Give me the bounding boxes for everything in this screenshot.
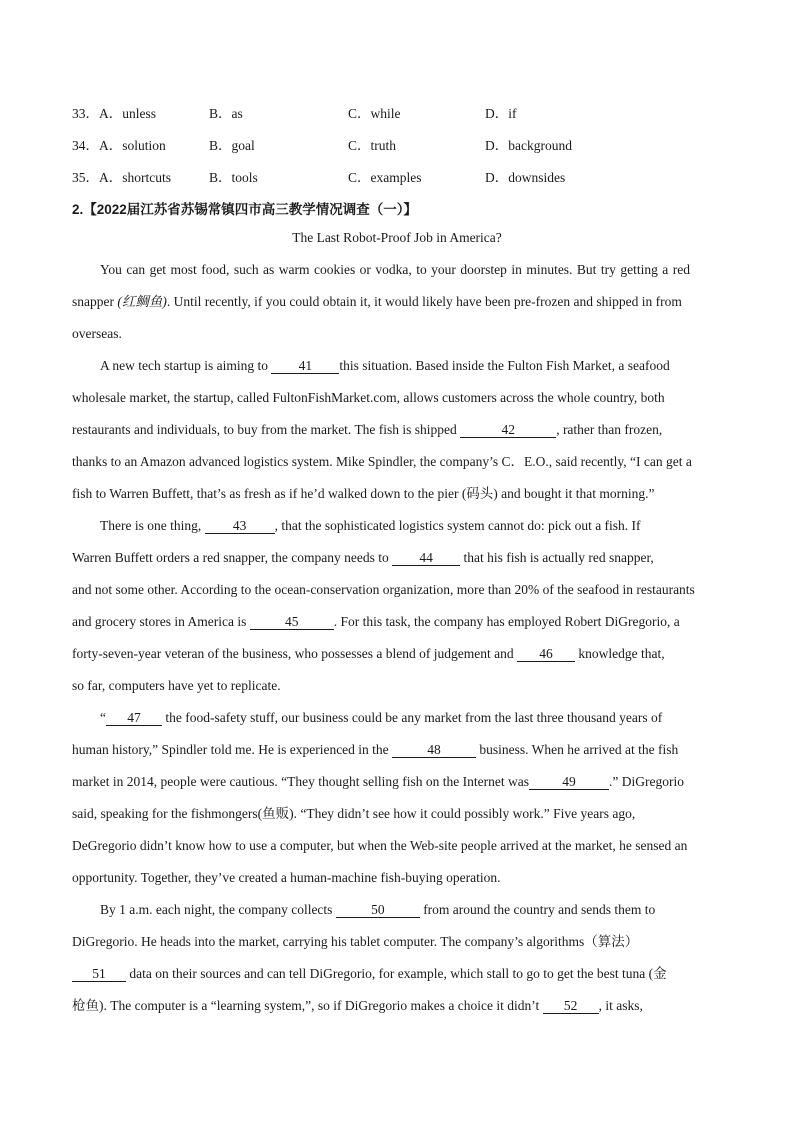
- passage-line: wholesale market, the startup, called FultonFishMarket.com, allows customers across the whole country, both: [72, 390, 665, 405]
- passage-line: snapper (红鲷鱼). Until recently, if you could obtain it, it would likely have been pre-frozen and shipped in from: [72, 294, 682, 309]
- option-33-c: C．while: [348, 106, 401, 121]
- answer-blank[interactable]: 47: [106, 710, 162, 726]
- option-35-c: C．examples: [348, 170, 422, 185]
- passage-line: “ 47 the food-safety stuff, our business could be any market from the last three thousand years of: [100, 710, 663, 725]
- passage-line: DeGregorio didn’t know how to use a computer, but when the Web-site people arrived at the market, he sensed an: [72, 838, 688, 853]
- passage-line: 51 data on their sources and can tell DiGregorio, for example, which stall to go to get the best tuna (金: [72, 964, 722, 984]
- option-33-d: D．if: [485, 106, 517, 121]
- answer-blank[interactable]: 45: [250, 614, 334, 630]
- option-34-c: C．truth: [348, 138, 397, 153]
- passage-line: overseas.: [72, 326, 122, 341]
- answer-blank[interactable]: 50: [336, 902, 420, 918]
- passage-line: and not some other. According to the ocean-conservation organization, more than 20% of the seafood in restaurants: [72, 582, 695, 597]
- passage-line: By 1 a.m. each night, the company collects 50 from around the country and sends them to: [100, 902, 656, 917]
- option-34-b: B．goal: [209, 138, 255, 153]
- passage-line: DiGregorio. He heads into the market, carrying his tablet computer. The company’s algorithms（算法）: [72, 934, 639, 949]
- option-33-a: 33．A．unless: [72, 106, 156, 121]
- option-35-a: 35．A．shortcuts: [72, 170, 171, 185]
- passage-line: market in 2014, people were cautious. “They thought selling fish on the Internet was 49 .” DiGregorio: [72, 774, 684, 789]
- option-33-b: B．as: [209, 106, 243, 121]
- answer-blank[interactable]: 52: [543, 998, 599, 1014]
- passage-title: The Last Robot-Proof Job in America?: [292, 230, 502, 245]
- answer-blank[interactable]: 49: [529, 774, 609, 790]
- passage-line: so far, computers have yet to replicate.: [72, 678, 281, 693]
- option-35-b: B．tools: [209, 170, 258, 185]
- passage-line: forty-seven-year veteran of the business, who possesses a blend of judgement and 46 knowledge that,: [72, 646, 665, 661]
- answer-blank[interactable]: 42: [460, 422, 556, 438]
- passage-line: 枪鱼). The computer is a “learning system,”, so if DiGregorio makes a choice it didn’t 52 , it asks,: [72, 998, 643, 1013]
- passage-line: human history,” Spindler told me. He is experienced in the 48 business. When he arrived at the fish: [72, 742, 679, 757]
- passage-line: fish to Warren Buffett, that’s as fresh as if he’d walked down to the pier (码头) and bought it that morning.”: [72, 486, 655, 501]
- answer-blank[interactable]: 41: [271, 358, 339, 374]
- passage-line: said, speaking for the fishmongers(鱼贩). “They didn’t see how it could possibly work.” Five years ago,: [72, 806, 636, 821]
- answer-blank[interactable]: 46: [517, 646, 575, 662]
- passage-line: Warren Buffett orders a red snapper, the company needs to 44 that his fish is actually red snapper,: [72, 550, 654, 565]
- section-heading: 2.【2022届江苏省苏锡常镇四市高三教学情况调查（一）】: [72, 202, 418, 217]
- answer-blank[interactable]: 44: [392, 550, 460, 566]
- passage-line: A new tech startup is aiming to 41 this situation. Based inside the Fulton Fish Market, a seafood: [100, 358, 670, 373]
- passage-line: opportunity. Together, they’ve created a human-machine fish-buying operation.: [72, 870, 501, 885]
- passage-line: There is one thing, 43 , that the sophisticated logistics system cannot do: pick out a fish. If: [100, 518, 641, 533]
- answer-blank[interactable]: 48: [392, 742, 476, 758]
- answer-blank[interactable]: 43: [205, 518, 275, 534]
- answer-blank[interactable]: 51: [72, 966, 126, 982]
- chinese-gloss: (红鲷鱼): [117, 294, 167, 309]
- option-35-d: D．downsides: [485, 170, 566, 185]
- option-34-d: D．background: [485, 138, 572, 153]
- passage-line: and grocery stores in America is 45 . For this task, the company has employed Robert DiGregorio, a: [72, 614, 680, 629]
- option-34-a: 34．A．solution: [72, 138, 166, 153]
- passage-line: You can get most food, such as warm cookies or vodka, to your doorstep in minutes. But try getting a red: [100, 262, 690, 277]
- passage-line: restaurants and individuals, to buy from the market. The fish is shipped 42 , rather than frozen,: [72, 422, 663, 437]
- passage-line: thanks to an Amazon advanced logistics system. Mike Spindler, the company’s C．E.O., said recently, “I can get a: [72, 454, 692, 469]
